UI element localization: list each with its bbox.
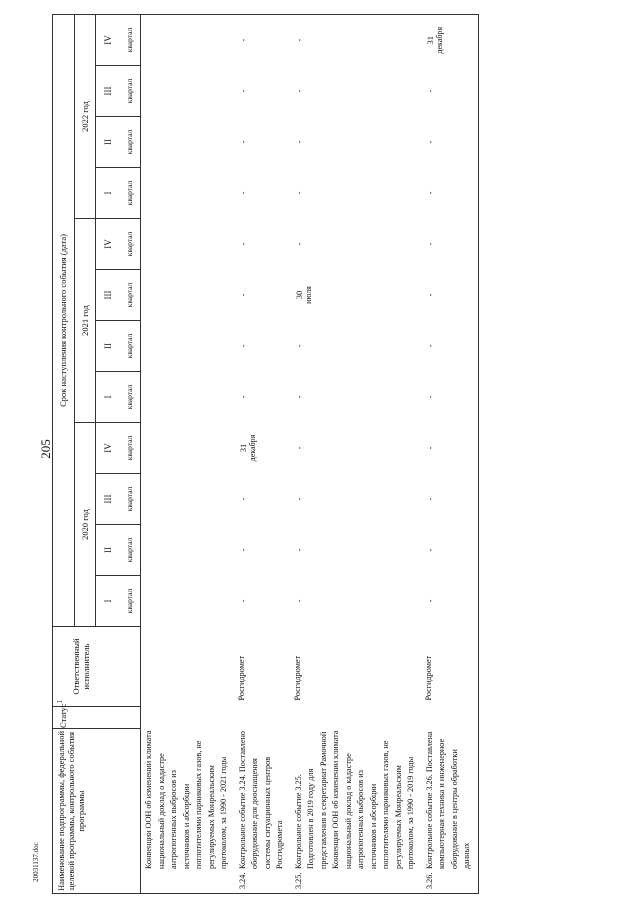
header-quarter-number: II [96,321,120,372]
empty-dash: - [293,344,304,348]
header-quarter-word: квартал [120,474,141,525]
table-row [141,14,235,893]
document-id: 20031137.doc [32,842,40,882]
quarter-date-cell [422,423,479,474]
empty-dash: - [424,548,435,552]
event-name-cell [422,729,479,894]
quarter-date-cell [291,525,422,576]
header-quarter-word: квартал [120,168,141,219]
quarter-date-cell [141,270,235,321]
quarter-date-cell [235,168,291,219]
header-quarter-number: IV [96,219,120,270]
header-name-column: Наименование подпрограммы, федеральной целевой программы, контрольного события программы [53,729,141,894]
quarter-date-cell [141,219,235,270]
header-responsible-column: Ответственный исполнитель [53,627,141,707]
empty-dash: - [237,548,248,552]
quarter-date-cell [422,219,479,270]
empty-dash: - [424,89,435,93]
empty-dash: - [293,38,304,42]
empty-dash: - [237,38,248,42]
empty-dash: - [237,242,248,246]
responsible-cell [141,627,235,707]
header-quarter-number: III [96,270,120,321]
empty-dash: - [424,395,435,399]
empty-dash: - [424,599,435,603]
quarter-date-cell [235,423,291,474]
quarter-date-cell [141,321,235,372]
header-quarter-word: квартал [120,66,141,117]
quarter-date-cell [291,117,422,168]
quarter-date-cell [291,168,422,219]
quarter-date-cell [422,525,479,576]
empty-dash: - [424,497,435,501]
quarter-date-cell [291,321,422,372]
page-number: 205 [38,439,53,459]
quarter-date-cell [235,576,291,627]
event-month: июля [303,286,313,304]
header-quarter-word: квартал [120,14,141,65]
empty-dash: - [237,395,248,399]
empty-dash: - [424,344,435,348]
quarter-date-cell [235,321,291,372]
table-row [235,14,291,893]
empty-dash: - [293,242,304,246]
quarter-date-cell [291,576,422,627]
header-quarter-word: квартал [120,117,141,168]
quarter-date-cell [141,14,235,65]
event-number [143,869,231,889]
quarter-date-cell [291,14,422,65]
event-number: 3.24. [237,872,247,889]
table-row [291,14,422,893]
responsible-cell: Росгидромет [422,627,479,707]
empty-dash: - [424,293,435,297]
quarter-date-cell [422,474,479,525]
quarter-date-cell [235,474,291,525]
empty-dash: - [293,140,304,144]
table-body [141,14,479,893]
empty-dash: - [293,89,304,93]
header-status-footnote: 1 [56,699,64,704]
empty-dash: - [293,446,304,450]
responsible-cell: Росгидромет [292,655,302,701]
header-quarter-number: III [96,474,120,525]
status-cell [422,707,479,729]
status-cell [235,707,291,729]
empty-dash: - [293,191,304,195]
quarter-date-cell [235,117,291,168]
event-number: 3.26. [424,872,434,889]
quarter-date-cell [235,525,291,576]
empty-dash: - [424,140,435,144]
status-cell [291,707,422,729]
rotated-table-wrapper [52,14,612,894]
header-quarter-word: квартал [120,372,141,423]
header-quarter-number: I [96,168,120,219]
quarter-date-cell [141,576,235,627]
quarter-date-cell [141,474,235,525]
quarter-date-cell [141,66,235,117]
empty-dash: - [424,242,435,246]
table-row [422,14,479,893]
event-name: Контрольное событие 3.24. Поставлено оборудование для дооснащения системы ситуационных центров Росгидромета [237,731,284,869]
header-term-column: Срок наступления контрольного события (дата) [53,14,75,626]
event-name: Контрольное событие 3.25. Подготовлен в 2019 году для представления в секретариат Рамочной Конвенции ООН об изменении климата национальный доклад о кадастре антропогенных выбросов из источников и абсорбции поглотителями парниковых газов, не регулируемых Монреальским протоколом, за 1990 - 2019 годы [293,730,415,869]
header-quarter-word: квартал [120,423,141,474]
empty-dash: - [237,191,248,195]
quarter-date-cell [291,423,422,474]
event-day: 31 [424,36,435,45]
event-name-cell [235,729,291,894]
header-quarter-number: IV [96,14,120,65]
quarter-date-cell [141,525,235,576]
header-quarter-word: квартал [120,270,141,321]
quarter-date-cell [422,270,479,321]
quarter-date-cell [291,474,422,525]
header-quarter-word: квартал [120,576,141,627]
empty-dash: - [237,599,248,603]
control-events-table [52,14,479,894]
empty-dash: - [237,293,248,297]
header-quarter-number: I [96,372,120,423]
quarter-date-cell [141,168,235,219]
quarter-date-cell [291,270,422,321]
quarter-date-cell [141,372,235,423]
quarter-date-cell [235,270,291,321]
header-quarter-word: квартал [120,525,141,576]
empty-dash: - [237,344,248,348]
event-number: 3.25. [293,872,303,889]
header-year-2021: 2021 год [74,219,96,423]
event-name: Контрольное событие 3.26. Поставлена компьютерная техника и инженерное оборудование в центры обработки данных [424,731,471,869]
empty-dash: - [424,446,435,450]
quarter-date-cell [235,219,291,270]
header-year-2020: 2020 год [74,423,96,627]
event-day: 30 [293,290,304,300]
quarter-date-cell [235,66,291,117]
header-quarter-number: IV [96,423,120,474]
quarter-date-cell [235,14,291,65]
empty-dash: - [293,548,304,552]
quarter-date-cell [422,14,479,65]
header-status-label: Статус [57,703,68,728]
header-quarter-number: II [96,525,120,576]
quarter-date-cell [291,219,422,270]
empty-dash: - [237,140,248,144]
header-quarter-word: квартал [120,219,141,270]
header-quarter-number: I [96,576,120,627]
empty-dash: - [293,395,304,399]
empty-dash: - [237,497,248,501]
quarter-date-cell [422,66,479,117]
status-cell [141,707,235,729]
event-name-cell [141,729,235,894]
table-header [53,14,141,893]
event-name-cell [291,729,422,894]
quarter-date-cell [291,66,422,117]
header-year-2022: 2022 год [74,14,96,218]
quarter-date-cell [141,117,235,168]
quarter-date-cell [422,321,479,372]
event-month: декабря [247,434,257,462]
header-status-column [53,699,141,729]
quarter-date-cell [235,372,291,423]
empty-dash: - [293,497,304,501]
quarter-date-cell [422,168,479,219]
header-quarter-number: II [96,117,120,168]
header-quarter-number: III [96,66,120,117]
event-month: декабря [434,26,444,54]
quarter-date-cell [422,372,479,423]
empty-dash: - [237,89,248,93]
quarter-date-cell [291,372,422,423]
responsible-cell: Росгидромет [236,655,246,701]
empty-dash: - [293,599,304,603]
empty-dash: - [424,191,435,195]
quarter-date-cell [141,423,235,474]
event-name: Конвенции ООН об изменении климата национальный доклад о кадастре антропогенных выбросов из источников и абсорбции поглотителями парниковых газов, не регулируемых Монреальским протоколом, за 1990 - 2021 годы [144,730,228,869]
event-day: 31 [237,443,248,453]
quarter-date-cell [422,576,479,627]
quarter-date-cell [422,117,479,168]
header-quarter-word: квартал [120,321,141,372]
